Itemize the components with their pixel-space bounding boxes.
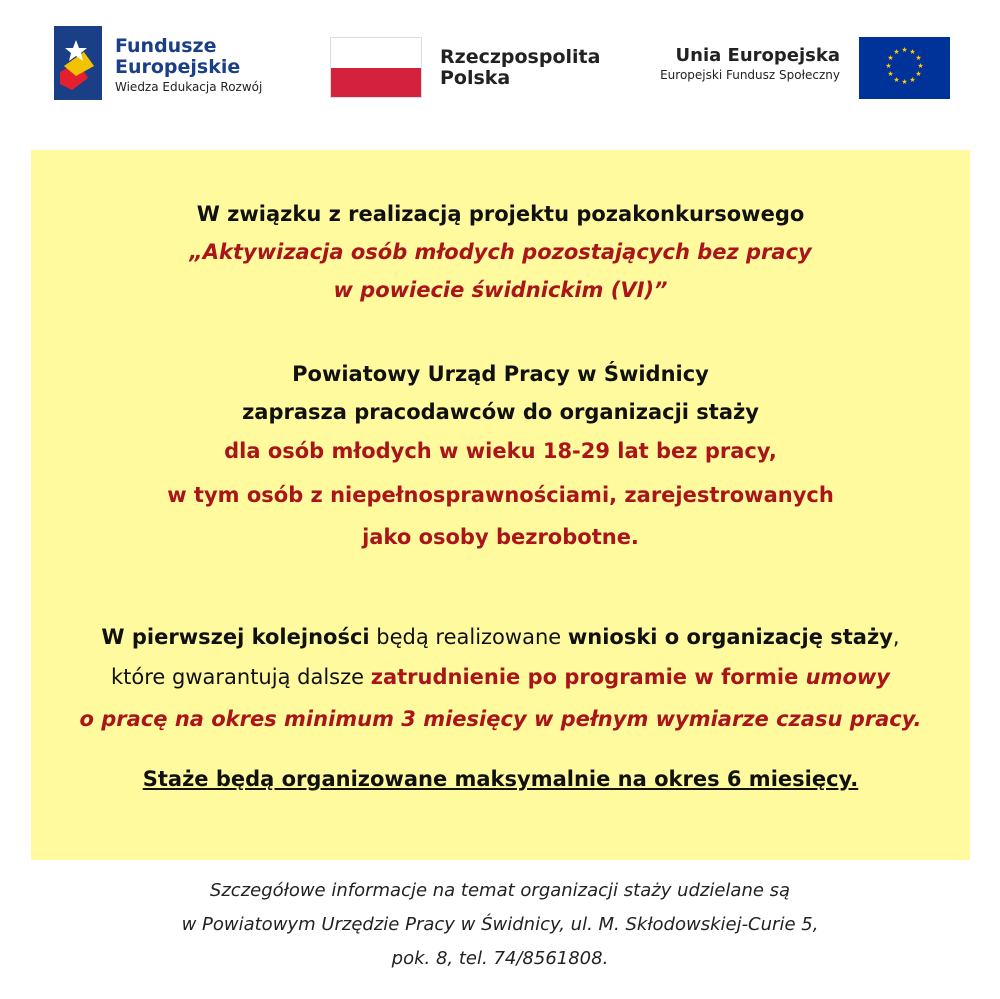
svg-text:★: ★ <box>909 76 916 84</box>
invite-line4: w tym osób z niepełnosprawnościami, zarejestrowanych <box>167 483 834 507</box>
eu-flag-icon <box>859 37 950 99</box>
invite-line5: jako osoby bezrobotne. <box>362 525 639 549</box>
priority-a1: W pierwszej kolejności <box>101 625 370 649</box>
svg-text:★: ★ <box>915 54 922 62</box>
priority-a3: wnioski o organizację staży <box>567 625 893 649</box>
project-title-line1: „Aktywizacja osób młodych pozostających bez pracy <box>189 240 812 264</box>
fundusze-europejskie-logo <box>54 26 102 100</box>
fe-line1: Fundusze <box>115 35 217 57</box>
header-logos <box>0 0 1000 130</box>
pl-line2: Polska <box>440 67 511 89</box>
fe-subtitle: Wiedza Edukacja Rozwój <box>115 80 263 94</box>
intro-line: W związku z realizacją projektu pozakonkursowego <box>196 202 805 226</box>
pl-line1: Rzeczpospolita <box>440 46 601 68</box>
project-title-line2: w powiecie świdnickim (VI)” <box>333 278 668 302</box>
announcement-panel <box>31 150 970 860</box>
invite-line3: dla osób młodych w wieku 18-29 lat bez pracy, <box>224 439 777 463</box>
priority-b3: umowy <box>805 665 890 689</box>
svg-text:★: ★ <box>915 70 922 78</box>
svg-text:★: ★ <box>917 62 924 70</box>
ue-title: Unia Europejska <box>675 45 840 66</box>
fundusze-europejskie-text <box>115 36 262 94</box>
svg-text:★: ★ <box>909 48 916 56</box>
svg-text:★: ★ <box>901 46 908 54</box>
priority-line1 <box>31 618 970 656</box>
unia-europejska-text <box>660 45 840 82</box>
fe-line2: Europejskie <box>115 56 241 78</box>
footer-line1: Szczegółowe informacje na temat organizacji staży udzielane są <box>209 880 791 901</box>
ue-subtitle: Europejski Fundusz Społeczny <box>660 68 840 82</box>
office-name: Powiatowy Urząd Pracy w Świdnicy <box>292 362 709 386</box>
polish-flag-icon <box>330 37 422 98</box>
footer-info <box>0 874 1000 976</box>
rzeczpospolita-text <box>440 47 600 89</box>
priority-line2 <box>31 658 970 696</box>
svg-text:★: ★ <box>893 48 900 56</box>
svg-text:★: ★ <box>893 76 900 84</box>
svg-text:★: ★ <box>901 78 908 86</box>
priority-a2: będą realizowane <box>369 625 568 649</box>
priority-b2: zatrudnienie po programie w formie <box>370 665 806 689</box>
svg-text:★: ★ <box>887 54 894 62</box>
priority-line3: o pracę na okres minimum 3 miesięcy w pełnym wymiarze czasu pracy. <box>79 707 922 731</box>
duration-line: Staże będą organizowane maksymalnie na okres 6 miesięcy. <box>142 767 859 791</box>
priority-a4: , <box>892 625 900 649</box>
priority-b1: które gwarantują dalsze <box>111 665 371 689</box>
footer-line3: pok. 8, tel. 74/8561808. <box>391 948 609 969</box>
svg-text:★: ★ <box>887 70 894 78</box>
invite-line2: zaprasza pracodawców do organizacji staży <box>242 400 759 424</box>
svg-text:★: ★ <box>885 62 892 70</box>
footer-line2: w Powiatowym Urzędzie Pracy w Świdnicy, ul. M. Skłodowskiej-Curie 5, <box>181 914 819 935</box>
